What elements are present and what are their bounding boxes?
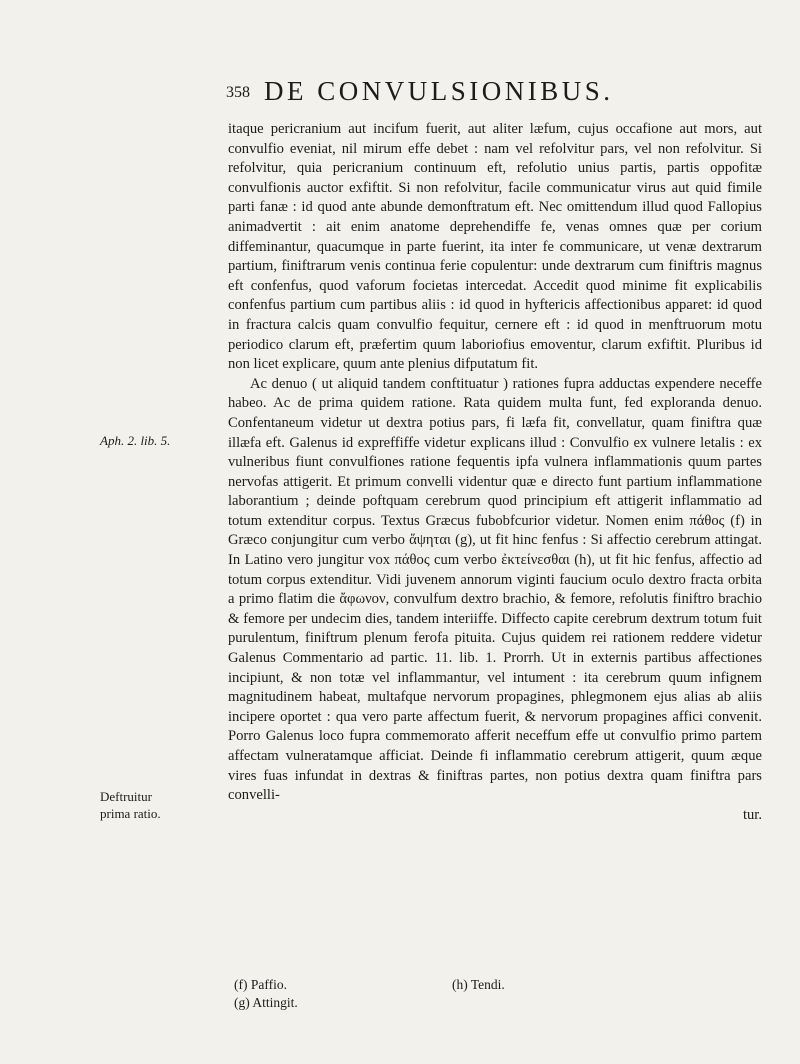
margin-note-aph-reference: Aph. 2. lib. 5.: [100, 433, 171, 448]
page-number: 358: [226, 84, 250, 101]
footnote-h: (h) Tendi.: [452, 977, 505, 992]
running-title: DE CONVULSIONIBUS.: [264, 76, 614, 106]
paragraph-2: Ac denuo ( ut aliquid tandem conftituatur ) rationes fupra adductas expendere neceffe habeo. Ac de prima quidem ratione. Rata quidem multa funt, fed exploranda denuo. Confentaneum videtur ut dextra potius pars, fi læfa fit, convellatur, quam finiftra quæ illæfa eft. Galenus id expreffiffe videtur explicans illud : Convulfio ex vulnere letalis : ex vulneribus fiunt convulfiones ratione fequentis ipfa vulnera inflammationis quum partes nervofas attigerit. Et primum convelli videntur quæ e directo funt partium inflammatione laborantium ; deinde poftquam cerebrum quod principium eft attigerit inflammatio ad totum extenditur corpus. Textus Græcus fubobfcurior videtur. Nomen enim πάθος (f) in Græco conjungitur cum verbo ἅψηται (g), ut fit hinc fenfus : Si affectio cerebrum attingat. In Latino vero jungitur vox πάθος cum verbo ἐκτείνεσθαι (h), ut fit hic fenfus, affectio ad totum corpus extenditur. Vidi juvenem annorum viginti faucium oculo dextro fracta orbita a primo flatim die ἄφωνον, convulfum dextro brachio, & femore, refolutis finiftro brachio & femore per undecim dies, tandem interiiffe. Diffecto capite cerebrum dextrum totum fuit purulentum, finiftrum plenum ferofa pituita. Cujus quidem rei rationem reddere videtur Galenus Commentario ad partic. 11. lib. 1. Prorrh. Ut in externis partibus affectiones incipiunt, & non totæ vel inflammantur, vel intument : ita cerebrum quum infignem magnitudinem habeat, multafque nervorum propagines, phlegmonem ejus alias ab aliis incipere oportet : qua vero parte affectum fuerit, & nervorum propagines affici convenit. Porro Galenus loco fupra commemorato afferit neceffum effe ut convulfio primo partem affectam vulneratamque afficiat. Deinde fi inflammatio cerebrum attigerit, quum æque vires fuas infundat in dextras & finiftras partes, non potius dextra quam finiftra pars convelli-: [228, 375, 762, 804]
page-header: [226, 76, 614, 107]
footnote-g: (g) Attingit.: [234, 995, 298, 1010]
footnote-f: (f) Paffio.: [234, 977, 287, 992]
main-text: [228, 120, 762, 825]
margin-note-line: Deftruitur: [100, 789, 152, 804]
paragraph-1: itaque pericranium aut incifum fuerit, aut aliter læfum, cujus occafione aut mors, aut convulfio eveniat, nil mirum effe debet : nam vel refolvitur pars, vel non refolvitur. Si refolvitur, quia pericranium continuum eft, refolutio unius partis, partis oppofitæ convulfionis auctor exfiftit. Si non refolvitur, facile communicatur virus aut quid fimile parti fanæ : id quod ante abunde demonftratum eft. Nec omittendum illud quod Fallopius animadvertit : ait enim anatome deprehendiffe fe, venas omnes quæ per corium diffeminantur, quacumque in parte fuerint, ita inter fe communicare, ut venæ dextrarum partium, finiftrarum venis continua ferie copulentur: unde dextrarum cum finiftris magnus eft confenfus, quod vaforum focietas intercedat. Accedit quod minime fit explicabilis confenfus partium cum partibus aliis : id quod in hyftericis affectionibus apparet: id quod in fractura calcis quam convulfio fequitur, cernere eft : id quod in menftruorum motu periodico clarum eft, præfertim quum laboriofius emoventur, clarum exfiftit. Pluribus id non licet explicare, quum ante plenius difputatum fit.: [228, 121, 762, 373]
catchword: tur.: [742, 806, 762, 823]
margin-note-line: prima ratio.: [100, 806, 161, 821]
margin-note-destruitur: [100, 788, 220, 822]
